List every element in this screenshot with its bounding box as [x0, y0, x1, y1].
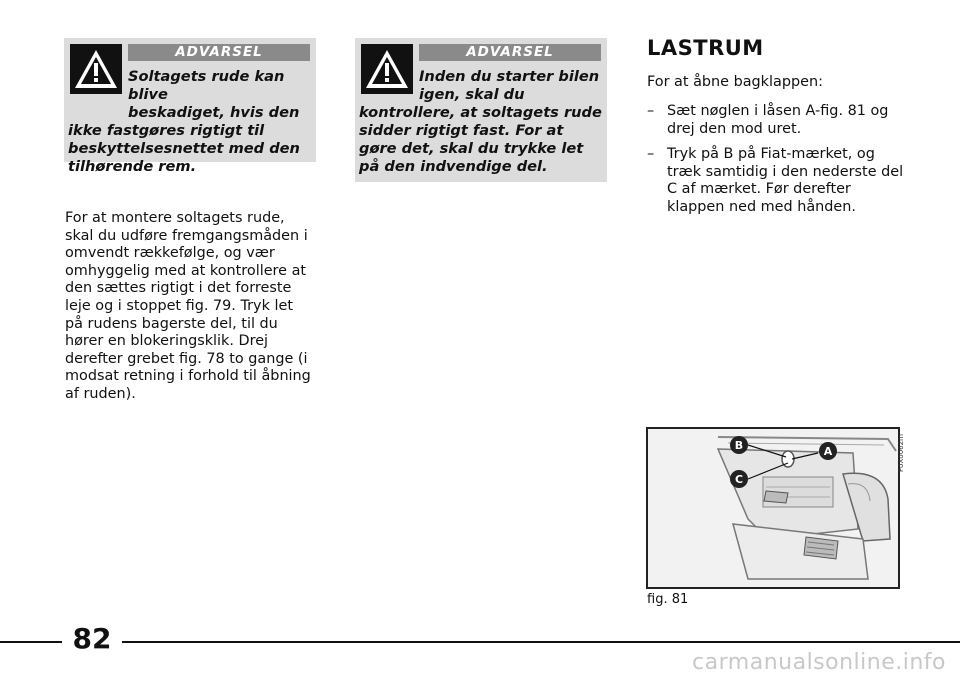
footer-rule: [122, 641, 960, 643]
mounting-paragraph: For at montere soltagets rude, skal du udføre fremgangsmåden i omvendt rækkefølge, og vær omhyggelig med at kontrollere at den sættes rigtigt i det forreste leje og i stoppet fig. 79. Tryk let på rudens bagerste del, til du hører en blokeringsklik. Drej derefter grebet fig. 78 to gange (i modsat retning i forhold til åbning af ruden).: [65, 210, 311, 402]
warning-box-2: [355, 38, 607, 182]
footer-rule: [0, 641, 62, 643]
warning-line-1: Soltagets rude kan blive: [128, 68, 285, 103]
bullet-item-2: [647, 146, 912, 216]
warning-heading: ADVARSEL: [128, 44, 310, 61]
page-number: 82: [72, 622, 112, 655]
bullet-text: Sæt nøglen i låsen A-fig. 81 og drej den mod uret.: [667, 103, 889, 137]
callout-b-label: B: [734, 439, 744, 452]
warning-rest: ikke fastgøres rigtigt til beskyttelsesnettet med den tilhørende rem.: [68, 122, 300, 175]
warning-line-2: beskadiget, hvis den: [128, 104, 300, 121]
callout-a-label: A: [823, 445, 833, 458]
bullet-text: Tryk på B på Fiat-mærket, og træk samtidig i den nederste del C af mærket. Før derefter klappen ned med hånden.: [667, 146, 904, 215]
section-title: LASTRUM: [647, 36, 764, 60]
warning-heading: ADVARSEL: [419, 44, 601, 61]
bullet-dash: –: [647, 103, 655, 119]
figure-code: F0X0062m: [897, 434, 905, 472]
figure-81-illustration: [646, 427, 900, 589]
warning-box-1: [64, 38, 316, 175]
warning-text: [68, 68, 314, 176]
watermark: carmanualsonline.info: [692, 650, 946, 675]
warning-line-1: Inden du starter bilen: [419, 68, 600, 85]
warning-line-2: igen, skal du: [419, 86, 525, 103]
bullet-dash: –: [647, 146, 655, 162]
figure-caption: fig. 81: [647, 592, 689, 607]
section-intro: For at åbne bagklappen:: [647, 74, 823, 90]
tailgate-drawing: [648, 429, 898, 587]
callout-c-label: C: [734, 473, 744, 486]
warning-rest: kontrollere, at soltagets rude sidder rigtigt fast. For at gøre det, skal du trykke let på den indvendige del.: [359, 104, 602, 175]
bullet-item-1: [647, 103, 912, 138]
warning-text: [359, 68, 605, 176]
